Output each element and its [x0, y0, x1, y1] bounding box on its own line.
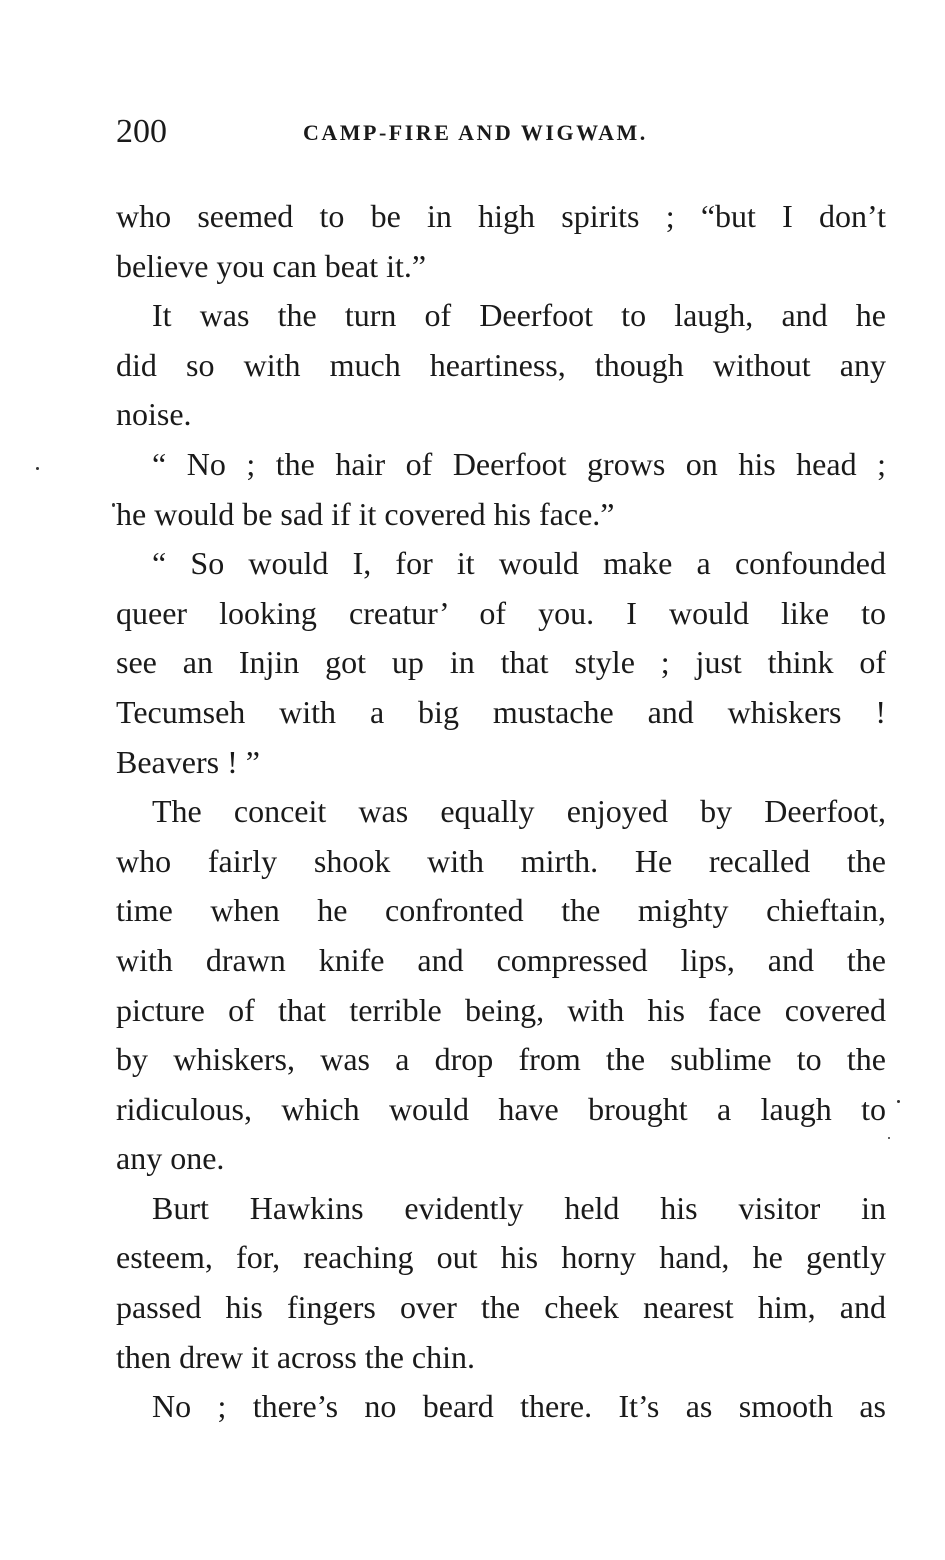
text-line: “ No ; the hair of Deerfoot grows on his head ; — [152, 445, 886, 482]
text-line: see an Injin got up in that style ; just think of — [116, 644, 886, 681]
text-line: with drawn knife and compressed lips, and the — [116, 941, 886, 978]
text-line: by whiskers, was a drop from the sublime to the — [116, 1041, 886, 1078]
text-line: esteem, for, reaching out his horny hand, he gently — [116, 1239, 886, 1276]
text-line: Tecumseh with a big mustache and whiskers ! — [116, 693, 886, 730]
text-line: Beavers ! ” — [116, 743, 260, 780]
running-title: CAMP-FIRE AND WIGWAM. — [303, 120, 648, 145]
text-line: “ So would I, for it would make a confounded — [152, 545, 886, 582]
text-line: believe you can beat it.” — [116, 247, 427, 284]
text-line: picture of that terrible being, with his face covered — [116, 991, 886, 1028]
text-line: Burt Hawkins evidently held his visitor in — [152, 1189, 886, 1226]
text-line: time when he confronted the mighty chieftain, — [116, 892, 886, 929]
text-line: queer looking creatur’ of you. I would like to — [116, 594, 886, 631]
text-line: No ; there’s no beard there. It’s as smooth as — [152, 1388, 886, 1425]
text-line: did so with much heartiness, though without any — [116, 346, 886, 383]
print-speck — [897, 1100, 900, 1103]
text-line: then drew it across the chin. — [116, 1338, 475, 1375]
print-speck — [888, 1137, 890, 1139]
text-line: who seemed to be in high spirits ; “but I don’t — [116, 198, 886, 234]
body-text — [116, 192, 886, 1432]
running-head — [116, 112, 886, 152]
text-line: any one. — [116, 1140, 225, 1177]
text-line: It was the turn of Deerfoot to laugh, and he — [152, 297, 886, 334]
print-speck — [36, 467, 39, 470]
print-speck — [112, 503, 115, 507]
text-line: he would be sad if it covered his face.” — [116, 495, 615, 532]
text-line: ridiculous, which would have brought a laugh to — [116, 1090, 886, 1127]
text-line: who fairly shook with mirth. He recalled the — [116, 842, 886, 879]
text-line: passed his fingers over the cheek nearest him, and — [116, 1289, 886, 1326]
page-number: 200 — [116, 113, 167, 150]
text-line: The conceit was equally enjoyed by Deerfoot, — [152, 793, 886, 830]
text-line: noise. — [116, 396, 192, 433]
